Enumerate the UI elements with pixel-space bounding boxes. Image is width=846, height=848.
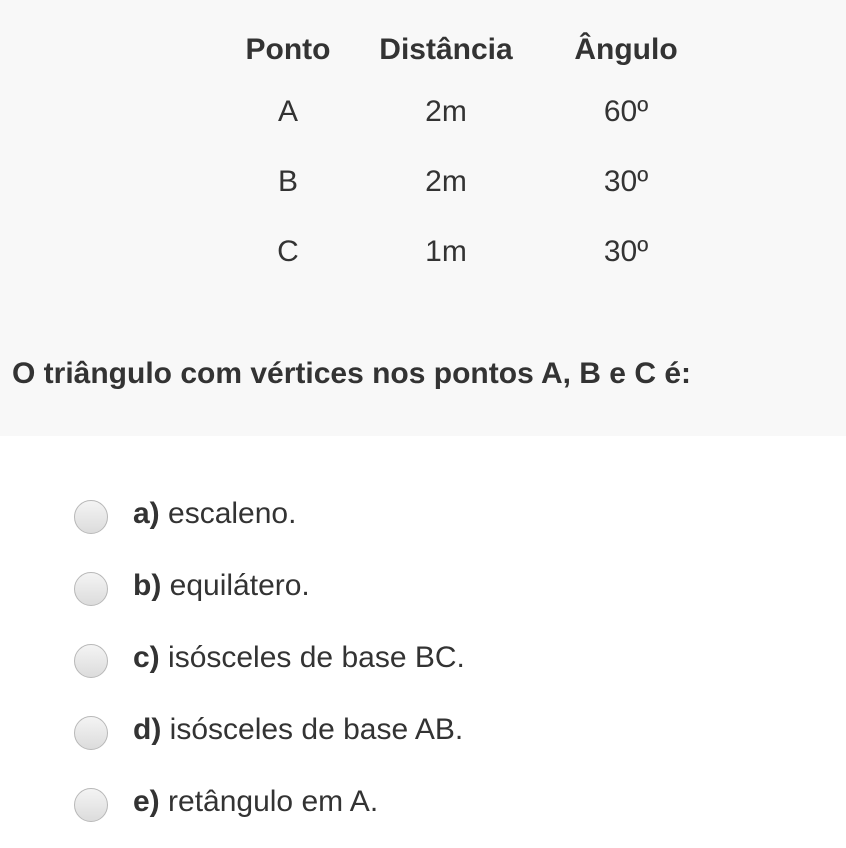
data-table — [230, 22, 706, 287]
header-angulo: Ângulo — [574, 32, 678, 66]
table-row — [230, 217, 706, 287]
radio-button-b[interactable] — [74, 572, 108, 606]
option-a[interactable] — [74, 478, 465, 550]
option-text: retângulo em A. — [159, 785, 379, 818]
option-text: isósceles de base AB. — [161, 713, 464, 746]
table-row — [230, 147, 706, 217]
radio-button-e[interactable] — [74, 788, 108, 822]
question-prompt: O triângulo com vértices nos pontos A, B e C é: — [12, 357, 691, 390]
cell-ponto: B — [277, 165, 298, 198]
option-a-label — [133, 497, 296, 531]
cell-distancia: 2m — [425, 95, 467, 128]
option-text: isósceles de base BC. — [159, 641, 465, 674]
radio-button-c[interactable] — [74, 644, 108, 678]
cell-angulo: 30º — [603, 235, 649, 268]
cell-angulo: 30º — [603, 165, 649, 198]
option-c-label — [133, 641, 465, 675]
option-d-label — [133, 713, 463, 747]
answer-options — [74, 478, 465, 838]
cell-ponto: A — [277, 95, 298, 128]
table-row — [230, 77, 706, 147]
option-text: equilátero. — [161, 569, 310, 602]
header-ponto: Ponto — [245, 32, 331, 66]
option-letter: e) — [133, 785, 160, 818]
option-letter: a) — [133, 497, 160, 530]
option-letter: b) — [133, 569, 162, 602]
option-d[interactable] — [74, 694, 465, 766]
option-c[interactable] — [74, 622, 465, 694]
option-letter: d) — [133, 713, 162, 746]
radio-button-a[interactable] — [74, 500, 108, 534]
option-letter: c) — [133, 641, 160, 674]
cell-angulo: 60º — [603, 95, 649, 128]
cell-ponto: C — [277, 235, 299, 268]
option-text: escaleno. — [159, 497, 297, 530]
option-e-label — [133, 785, 378, 819]
option-b[interactable] — [74, 550, 465, 622]
option-e[interactable] — [74, 766, 465, 838]
header-distancia: Distância — [379, 32, 513, 66]
cell-distancia: 1m — [425, 235, 467, 268]
option-b-label — [133, 569, 310, 603]
cell-distancia: 2m — [425, 165, 467, 198]
radio-button-d[interactable] — [74, 716, 108, 750]
table-header-row — [230, 22, 706, 77]
